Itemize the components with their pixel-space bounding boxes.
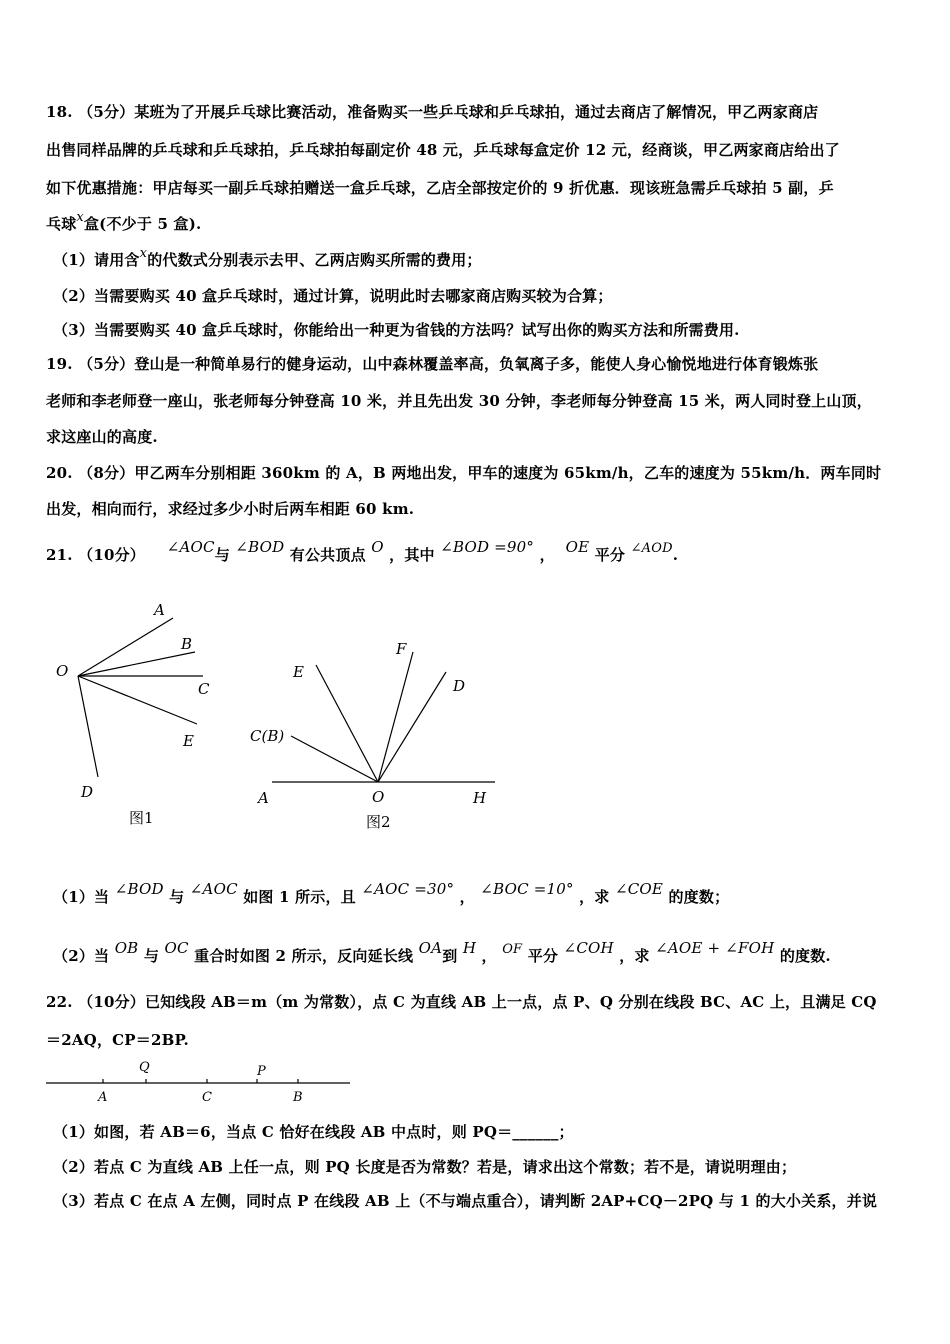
ray-oe [78,676,197,724]
seg-label-a: A [98,1090,108,1105]
q21-sub1-coe: ∠COE [614,880,664,898]
q19-line-1: 19. （5分）登山是一种简单易行的健身运动，山中森林覆盖率高，负氧离子多，能使人身心愉悦地进行体育锻炼张 [46,355,819,373]
ray-ob [78,652,195,676]
fig1-label-c: C [198,680,210,698]
fig1-caption: 图1 [129,809,154,827]
q22-sub-3: （3）若点 C 在点 A 左侧，同时点 P 在线段 AB 上（不与端点重合），请判断 2AP+CQ－2PQ 与 1 的大小关系，并说 [53,1192,878,1210]
q22-sub-1: （1）如图，若 AB＝6，当点 C 恰好在线段 AB 中点时，则 PQ＝______； [53,1123,574,1141]
fig1-label-e: E [183,732,194,750]
q22-line-2: ＝2AQ，CP＝2BP. [46,1031,189,1049]
q22-sub-2: （2）若点 C 为直线 AB 上任一点，则 PQ 长度是否为常数？若是，请求出这个常数；若不是，请说明理由； [53,1158,797,1176]
ray-oc-ob [291,736,378,782]
q18-var-x: x [76,210,84,225]
q21-sub2-text-c: 重合时如图 2 所示，反向延长线 [194,947,414,965]
q21-sub1-aoc30: ∠AOC =30° [361,880,455,898]
q21-sub2-text-e: ， [481,947,497,965]
seg-label-b: B [293,1090,303,1105]
q21-sub2-oc: OC [164,939,189,957]
fig2-caption: 图2 [366,813,391,831]
fig2-label-o: O [372,788,385,806]
q19-line-2: 老师和李老师登一座山，张老师每分钟登高 10 米，并且先出发 30 分钟，李老师每分钟登高 15 米，两人同时登上山顶， [46,392,872,410]
q21-sub2-h: H [462,939,477,957]
q18-line-4-text-b: 盒(不少于 5 盒). [83,215,202,233]
fig2-label-h: H [473,789,487,807]
q21-sub1-text-f: 的度数； [668,888,730,906]
q21-bod-90: ∠BOD =90° [440,538,535,556]
ray-od-2 [378,672,446,782]
seg-label-q: Q [139,1060,150,1075]
segment-diagram [40,1055,360,1105]
q21-sub2-text-d: 到 [442,947,458,965]
fig2-label-f: F [396,640,407,658]
q21-sub-2 [53,939,831,966]
q21-sub1-text-a: （1）当 [53,888,110,906]
q20-line-2: 出发，相向而行，求经过多少小时后两车相距 60 km. [46,500,415,518]
q21-angle-aoc: ∠AOC [166,538,215,556]
fig2-label-d: D [453,677,466,695]
q18-line-3: 如下优惠措施：甲店每买一副乒乓球拍赠送一盒乒乓球，乙店全部按定价的 9 折优惠．现该班急需乒乓球拍 5 副，乒 [46,179,834,197]
q21-text-4: ， [539,546,555,564]
q21-sub1-bod: ∠BOD [114,880,164,898]
fig2-label-cb: C(B) [250,727,285,745]
q18-line-2: 出售同样品牌的乒乓球和乒乓球拍，乒乓球拍每副定价 48 元，乒乓球每盒定价 12 元，经商谈，甲乙两家商店给出了 [46,141,840,159]
q21-sub1-boc10: ∠BOC =10° [480,880,574,898]
q21-sub2-text-a: （2）当 [53,947,110,965]
q21-vertex-o: O [371,538,384,556]
ray-of [378,652,413,782]
q18-line-1: 18. （5分）某班为了开展乒乓球比赛活动，准备购买一些乒乓球和乒乓球拍，通过去商店了解情况，甲乙两家商店 [46,103,819,121]
q22-line-1: 22. （10分）已知线段 AB＝m（m 为常数），点 C 为直线 AB 上一点，点 P、Q 分别在线段 BC、AC 上，且满足 CQ [46,993,877,1011]
q21-sub2-oa: OA [418,939,443,957]
fig1-label-o: O [56,662,69,680]
q21-sub2-ob: OB [114,939,139,957]
q21-oe: OE [565,538,590,556]
q21-sub1-text-c: 如图 1 所示，且 [243,888,356,906]
q18-sub-1 [53,246,482,270]
q21-text-5: 平分 [594,546,626,564]
q21-text-6: . [672,546,679,564]
q21-sub2-text-b: 与 [143,947,160,965]
q18-sub-1-text-b: 的代数式分别表示去甲、乙两店购买所需的费用； [147,251,482,269]
q18-sub-1-var: x [139,246,148,261]
q18-sub-2: （2）当需要购买 40 盒乒乓球时，通过计算，说明此时去哪家商店购买较为合算； [53,287,613,305]
q18-sub-1-text-a: （1）请用含 [53,251,140,269]
q19-line-3: 求这座山的高度. [46,428,158,446]
q18-sub-3: （3）当需要购买 40 盒乒乓球时，你能给出一种更为省钱的方法吗？试写出你的购买方法和所需费用. [53,321,740,339]
q18-line-4 [46,210,202,234]
q21-sub2-text-g: ，求 [619,947,650,965]
q21-aod: ∠AOD [630,541,673,556]
q18-line-4-text-a: 乓球 [46,215,77,233]
q21-sub2-text-h: 的度数. [779,947,831,965]
q21-sub2-text-f: 平分 [527,947,559,965]
q21-sub2-of: OF [502,942,523,957]
q21-sub1-text-d: ， [459,888,475,906]
q20-line-1: 20. （8分）甲乙两车分别相距 360km 的 A，B 两地出发，甲车的速度为 65km/h，乙车的速度为 55km/h．两车同时 [46,464,882,482]
seg-label-c: C [202,1090,212,1105]
q21-sub2-coh: ∠COH [563,939,614,957]
q21-statement [46,538,679,565]
q21-text-3: ，其中 [389,546,435,564]
q21-sub1-aoc: ∠AOC [189,880,238,898]
q21-sub2-aoe-foh: ∠AOE + ∠FOH [655,939,775,957]
fig1-label-a: A [154,601,165,619]
q21-head: 21. （10分） [46,546,145,564]
fig1-label-b: B [181,635,193,653]
fig2-label-e: E [293,663,304,681]
figure-2-diagram [240,630,510,840]
seg-label-p: P [257,1064,266,1079]
q21-sub-1 [53,880,730,907]
q21-text-1: 与 [214,546,230,564]
q21-sub1-text-b: 与 [169,888,185,906]
q21-sub1-text-e: ，求 [579,888,610,906]
q21-text-2: 有公共顶点 [289,546,366,564]
figure-1-diagram [40,590,240,840]
q21-angle-bod: ∠BOD [235,538,285,556]
fig2-label-a: A [258,789,269,807]
ray-od [78,676,98,777]
ray-oa [78,618,173,676]
fig1-label-d: D [81,783,94,801]
ray-oe-2 [316,665,378,782]
